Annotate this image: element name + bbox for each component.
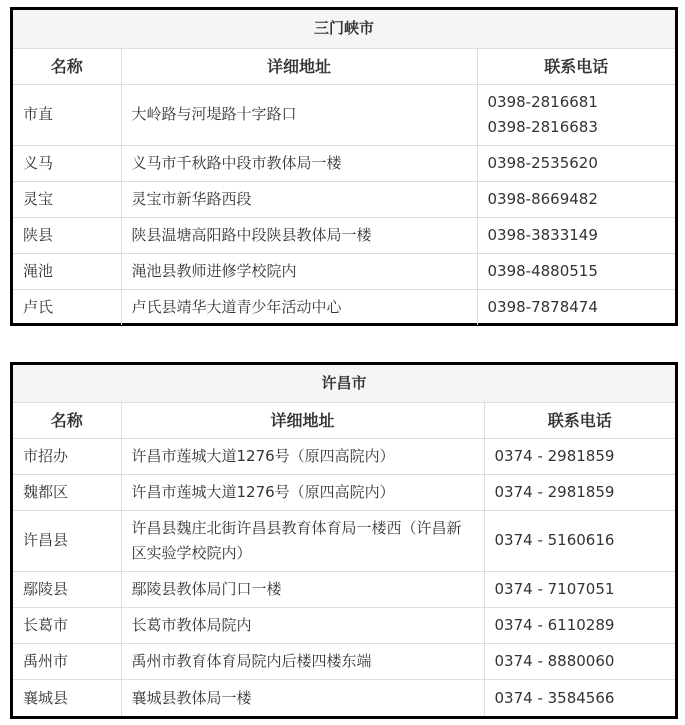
row-phone: 0374 - 6110289 xyxy=(484,608,675,644)
table-row xyxy=(13,510,675,571)
table-row xyxy=(13,253,675,289)
row-address: 许昌市莲城大道1276号（原四高院内） xyxy=(121,438,484,474)
table-row xyxy=(13,572,675,608)
row-address: 大岭路与河堤路十字路口 xyxy=(121,84,477,145)
table-row xyxy=(13,84,675,145)
row-address: 卢氏县靖华大道青少年活动中心 xyxy=(121,289,477,325)
row-address: 陕县温塘高阳路中段陕县教体局一楼 xyxy=(121,217,477,253)
row-phone: 0398-4880515 xyxy=(477,253,675,289)
table-title: 三门峡市 xyxy=(13,10,675,48)
header-address: 详细地址 xyxy=(121,48,477,84)
phone-number: 0398-2816683 xyxy=(487,117,598,136)
row-phone: 0398-3833149 xyxy=(477,217,675,253)
row-address: 禹州市教育体育局院内后楼四楼东端 xyxy=(121,644,484,680)
header-name: 名称 xyxy=(13,402,121,438)
table-row xyxy=(13,644,675,680)
row-address: 襄城县教体局一楼 xyxy=(121,680,484,716)
row-name: 鄢陵县 xyxy=(13,572,121,608)
row-address: 渑池县教师进修学校院内 xyxy=(121,253,477,289)
row-phone: 0374 - 7107051 xyxy=(484,572,675,608)
phone-number: 0398-2816681 xyxy=(487,92,598,111)
row-phone: 0374 - 3584566 xyxy=(484,680,675,716)
row-name: 禹州市 xyxy=(13,644,121,680)
table-row xyxy=(13,181,675,217)
table-row xyxy=(13,474,675,510)
row-name: 渑池 xyxy=(13,253,121,289)
table-row xyxy=(13,438,675,474)
row-name: 魏都区 xyxy=(13,474,121,510)
row-phone: 0374 - 2981859 xyxy=(484,438,675,474)
row-name: 市直 xyxy=(13,84,121,145)
row-address: 许昌市莲城大道1276号（原四高院内） xyxy=(121,474,484,510)
xuchang-table xyxy=(10,362,678,719)
row-phone: 0398-7878474 xyxy=(477,289,675,325)
row-phone xyxy=(477,84,675,145)
table-row xyxy=(13,680,675,716)
row-phone: 0374 - 5160616 xyxy=(484,510,675,571)
table-row xyxy=(13,289,675,325)
row-name: 陕县 xyxy=(13,217,121,253)
row-name: 市招办 xyxy=(13,438,121,474)
row-name: 义马 xyxy=(13,145,121,181)
row-phone: 0374 - 2981859 xyxy=(484,474,675,510)
row-name: 许昌县 xyxy=(13,510,121,571)
table-row xyxy=(13,145,675,181)
header-address: 详细地址 xyxy=(121,402,484,438)
header-phone: 联系电话 xyxy=(484,402,675,438)
row-name: 灵宝 xyxy=(13,181,121,217)
row-phone: 0398-2535620 xyxy=(477,145,675,181)
row-address: 许昌县魏庄北街许昌县教育体育局一楼西（许昌新区实验学校院内） xyxy=(121,510,484,571)
header-name: 名称 xyxy=(13,48,121,84)
table-row xyxy=(13,217,675,253)
header-phone: 联系电话 xyxy=(477,48,675,84)
table-title: 许昌市 xyxy=(13,365,675,402)
row-phone: 0398-8669482 xyxy=(477,181,675,217)
row-name: 长葛市 xyxy=(13,608,121,644)
table-row xyxy=(13,608,675,644)
row-address: 鄢陵县教体局门口一楼 xyxy=(121,572,484,608)
row-name: 襄城县 xyxy=(13,680,121,716)
sanmenxia-table xyxy=(10,7,678,326)
row-address: 长葛市教体局院内 xyxy=(121,608,484,644)
row-phone: 0374 - 8880060 xyxy=(484,644,675,680)
row-address: 灵宝市新华路西段 xyxy=(121,181,477,217)
row-name: 卢氏 xyxy=(13,289,121,325)
row-address: 义马市千秋路中段市教体局一楼 xyxy=(121,145,477,181)
